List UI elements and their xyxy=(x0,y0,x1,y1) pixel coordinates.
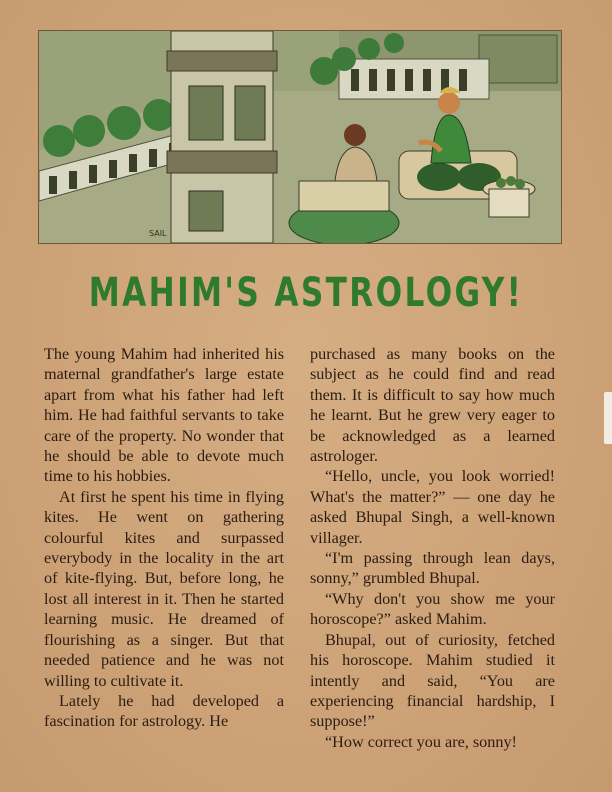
paragraph: Bhupal, out of curiosity, fetched his horoscope. Mahim studied it intently and said, “You are experiencing financial hardship, I suppose!” xyxy=(310,630,555,731)
paragraph: Lately he had developed a fascination for astrology. He xyxy=(44,691,284,731)
paragraph: “Why don't you show me your horoscope?” asked Mahim. xyxy=(310,589,555,629)
paragraph: At first he spent his time in flying kites. He went on gathering colourful kites and surpassed everybody in the locality in the art of kite-flying. But, before long, he lost all interest in it. Then he started learning music. He dreamed of flourishing as a singer. But that needed patience and he was not willing to cultivate it. xyxy=(44,487,284,690)
paragraph: purchased as many books on the subject as he could find and read them. It is difficult to say how much he learnt. But he grew very eager to be acknowledged as a learned astrologer. xyxy=(310,345,555,466)
story-title: MAHIM'S ASTROLOGY! xyxy=(88,270,524,316)
left-column xyxy=(44,344,284,732)
illustration-signature: SAIL xyxy=(149,229,167,238)
paragraph: “How correct you are, sonny! xyxy=(325,732,517,751)
paragraph: The young Mahim had inherited his maternal grandfather's large estate apart from what his father had left him. He had faithful servants to take care of the property. No wonder that he should be able to devote much time to his hobbies. xyxy=(44,345,284,486)
page-edge-tab xyxy=(604,392,612,444)
right-column xyxy=(310,344,555,752)
story-illustration xyxy=(38,30,562,244)
paragraph: “I'm passing through lean days, sonny,” grumbled Bhupal. xyxy=(310,549,555,588)
paragraph: “Hello, uncle, you look worried! What's the matter?” — one day he asked Bhupal Singh, a well-known villager. xyxy=(310,467,555,547)
